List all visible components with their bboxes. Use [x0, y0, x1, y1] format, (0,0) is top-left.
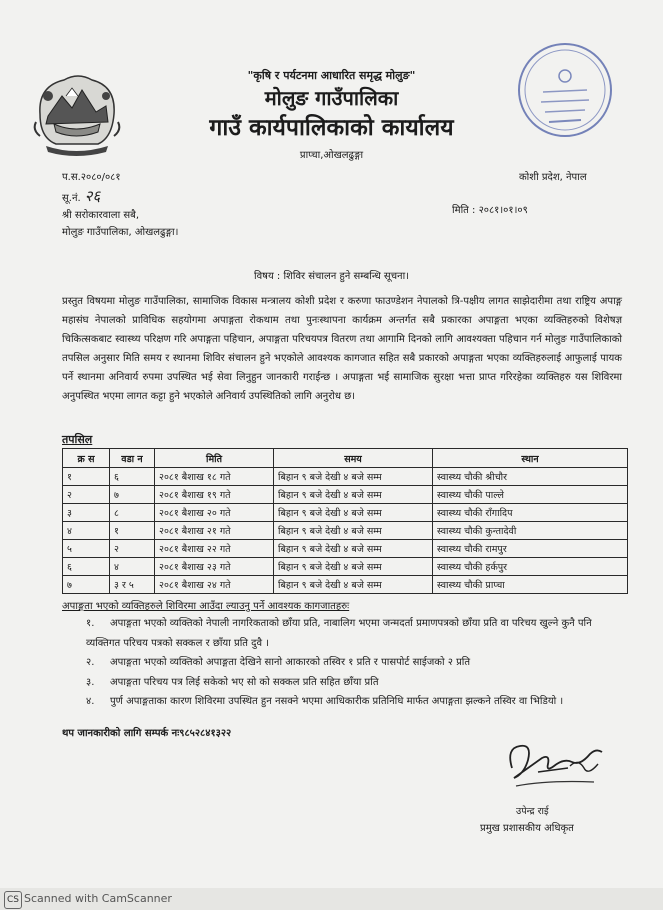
cell-serial: ५: [63, 540, 110, 558]
cell-location: स्वास्थ्य चौकी प्राप्चा: [433, 576, 628, 594]
required-documents-heading: अपाङ्गता भएको व्यक्तिहरुले शिविरमा आउँदा ल्याउनु पर्ने आवश्यक कागजातहरुः: [62, 601, 350, 612]
office-title: गाउँ कार्यपालिकाको कार्यालय: [209, 115, 454, 141]
signatory-title: प्रमुख प्रशासकीय अधिकृत: [480, 823, 574, 834]
table-row: [63, 486, 628, 504]
office-address: प्राप्चा,ओखलढुङ्गा: [299, 150, 364, 161]
cell-location: स्वास्थ्य चौकी राँगादिप: [433, 504, 628, 522]
cell-date: २०८१ बैशाख २४ गते: [155, 576, 274, 594]
table-row: [63, 540, 628, 558]
table-row: [63, 468, 628, 486]
cell-location: स्वास्थ्य चौकी रामपुर: [433, 540, 628, 558]
schedule-label: तपसिल: [62, 433, 93, 446]
table-row: [63, 522, 628, 540]
cell-ward: ४: [110, 558, 155, 576]
cell-ward: ७: [110, 486, 155, 504]
camp-schedule-table: [62, 448, 628, 594]
contact-line: थप जानकारीको लागि सम्पर्क नः९८५२८४१३२२: [62, 728, 232, 739]
cell-time: बिहान ९ बजे देखी ४ बजे सम्म: [274, 504, 433, 522]
table-row: [63, 576, 628, 594]
header-location: स्थान: [433, 449, 628, 468]
document-item: [86, 653, 624, 673]
document-item-text: अपाङ्गता भएको व्यक्तिको नेपाली नागरिकताको छाँया प्रति, नाबालिग भएमा जन्मदर्ता प्रमाणपत्रको छाँया प्रति वा परिचय खुल्ने कुनै पनि व्यक्तिगत परिचय पत्रको सक्कल र छाँया प्रति दुवै ।: [86, 618, 592, 649]
cell-serial: ३: [63, 504, 110, 522]
cell-date: २०८१ बैशाख २१ गते: [155, 522, 274, 540]
cell-ward: ८: [110, 504, 155, 522]
scanner-watermark-bar: [0, 888, 663, 910]
cell-ward: १: [110, 522, 155, 540]
header-time: समय: [274, 449, 433, 468]
document-item-text: अपाङ्गता परिचय पत्र लिई सकेको भए सो को सक्कल प्रति सहित छाँया प्रति: [110, 677, 379, 688]
registration-number: [62, 186, 100, 206]
table-row: [63, 504, 628, 522]
document-item-text: अपाङ्गता भएको व्यक्तिको अपाङ्गता देखिने सानो आकारको तस्विर १ प्रति र पासपोर्ट साईजको २ प्रति: [110, 657, 471, 668]
document-item: [86, 614, 624, 654]
cell-serial: ४: [63, 522, 110, 540]
signature-icon: [498, 728, 618, 798]
province-label: कोशी प्रदेश, नेपाल: [519, 172, 587, 183]
cell-time: बिहान ९ बजे देखी ४ बजे सम्म: [274, 486, 433, 504]
municipality-tagline: "कृषि र पर्यटनमा आधारित समृद्ध मोलुङ": [247, 69, 416, 82]
cell-location: स्वास्थ्य चौकी कुन्तादेवी: [433, 522, 628, 540]
cell-time: बिहान ९ बजे देखी ४ बजे सम्म: [274, 558, 433, 576]
cell-serial: २: [63, 486, 110, 504]
reg-label: सू.नं.: [62, 193, 81, 204]
cell-location: स्वास्थ्य चौकी पाल्ले: [433, 486, 628, 504]
document-item: [86, 673, 624, 693]
fiscal-year: प.स.२०८०/०८१: [62, 172, 121, 183]
cell-serial: ७: [63, 576, 110, 594]
document-item-number: १.: [86, 618, 95, 629]
cell-ward: ६: [110, 468, 155, 486]
header-ward: वडा न: [110, 449, 155, 468]
cell-ward: २: [110, 540, 155, 558]
cell-location: स्वास्थ्य चौकी श्रीचौर: [433, 468, 628, 486]
cell-serial: १: [63, 468, 110, 486]
cell-date: २०८१ बैशाख २३ गते: [155, 558, 274, 576]
subject-line: विषय : शिविर संचालन हुने सम्बन्धि सूचना।: [254, 271, 409, 282]
scanner-watermark-text: Scanned with CamScanner: [24, 892, 172, 905]
cell-ward: ३ र ५: [110, 576, 155, 594]
cell-time: बिहान ९ बजे देखी ४ बजे सम्म: [274, 576, 433, 594]
cell-serial: ६: [63, 558, 110, 576]
table-header-row: [63, 449, 628, 468]
table-row: [63, 558, 628, 576]
reg-number-handwritten: २६: [84, 187, 101, 205]
cell-time: बिहान ९ बजे देखी ४ बजे सम्म: [274, 522, 433, 540]
cell-date: २०८१ बैशाख २२ गते: [155, 540, 274, 558]
document-item-text: पुर्ण अपाङ्गताका कारण शिविरमा उपस्थित हुन नसक्ने भएमा आधिकारीक प्रतिनिधि मार्फत अपाङ्गता झल्कने तस्विर वा भिडियो ।: [110, 696, 564, 707]
document-item-number: २.: [86, 657, 95, 668]
cell-time: बिहान ९ बजे देखी ४ बजे सम्म: [274, 468, 433, 486]
recipient-line-1: श्री सरोकारवाला सबै,: [62, 210, 139, 221]
notice-body: प्रस्तुत विषयमा मोलुङ गाउँपालिका, सामाजिक विकास मन्त्रालय कोशी प्रदेश र करुणा फाउण्डेशन नेपालको त्रि-पक्षीय लागत साझेदारीमा तथा राष्ट्रिय अपाङ्ग महासंघ नेपालको प्राविधिक सहयोगमा अपाङ्गता रोकथाम तथा पुनःस्थापना कार्यक्रम अन्तर्गत सबै प्रकारका अपाङ्गता भएका व्यक्तिहरुको विशेषज्ञ चिकित्सकबाट स्वास्थ्य परिक्षण गरि अपाङ्गता पहिचान, अपाङ्गता परिचयपत्र वितरण तथा आगामि दिनको लागि आवश्यक्ता पहिचान गर्न मोलुङ गाउँपालिकाको तपसिल अनुसार मिति समय र स्थानमा शिविर संचालन हुने भएकोले आवश्यक कागजात सहित सबै प्रकारको अपाङ्गता भएका व्यक्तिहरुलाई आफुलाई पायक पर्ने स्थानमा अनिवार्य रुपमा उपस्थित भई सेवा लिनुहुन जानकारी गराईन्छ । अपाङ्गता भई सामाजिक सुरक्षा भत्ता प्राप्त गरिरहेका व्यक्तिहरु यस शिविरमा अनुपस्थित भएमा लागत कट्टा हुने भएकोले अनिवार्य उपस्थितिको लागि अनुरोध छ।: [62, 296, 622, 402]
cell-date: २०८१ बैशाख १९ गते: [155, 486, 274, 504]
document-item-number: ३.: [86, 677, 95, 688]
header-serial: क्र स: [63, 449, 110, 468]
cell-date: २०८१ बैशाख २० गते: [155, 504, 274, 522]
header-date: मिति: [155, 449, 274, 468]
letter-date: मिति : २०८१।०१।०९: [452, 205, 528, 216]
cell-date: २०८१ बैशाख १८ गते: [155, 468, 274, 486]
document-item-number: ४.: [86, 696, 95, 707]
cell-location: स्वास्थ्य चौकी हर्कपुर: [433, 558, 628, 576]
camscanner-logo-icon: CS: [4, 891, 22, 909]
document-item: [86, 692, 624, 712]
signatory-name: उपेन्द्र राई: [516, 806, 549, 817]
municipality-name: मोलुङ गाउँपालिका: [264, 86, 399, 110]
cell-time: बिहान ९ बजे देखी ४ बजे सम्म: [274, 540, 433, 558]
recipient-line-2: मोलुङ गाउँपालिका, ओखलढुङ्गा।: [62, 227, 179, 238]
